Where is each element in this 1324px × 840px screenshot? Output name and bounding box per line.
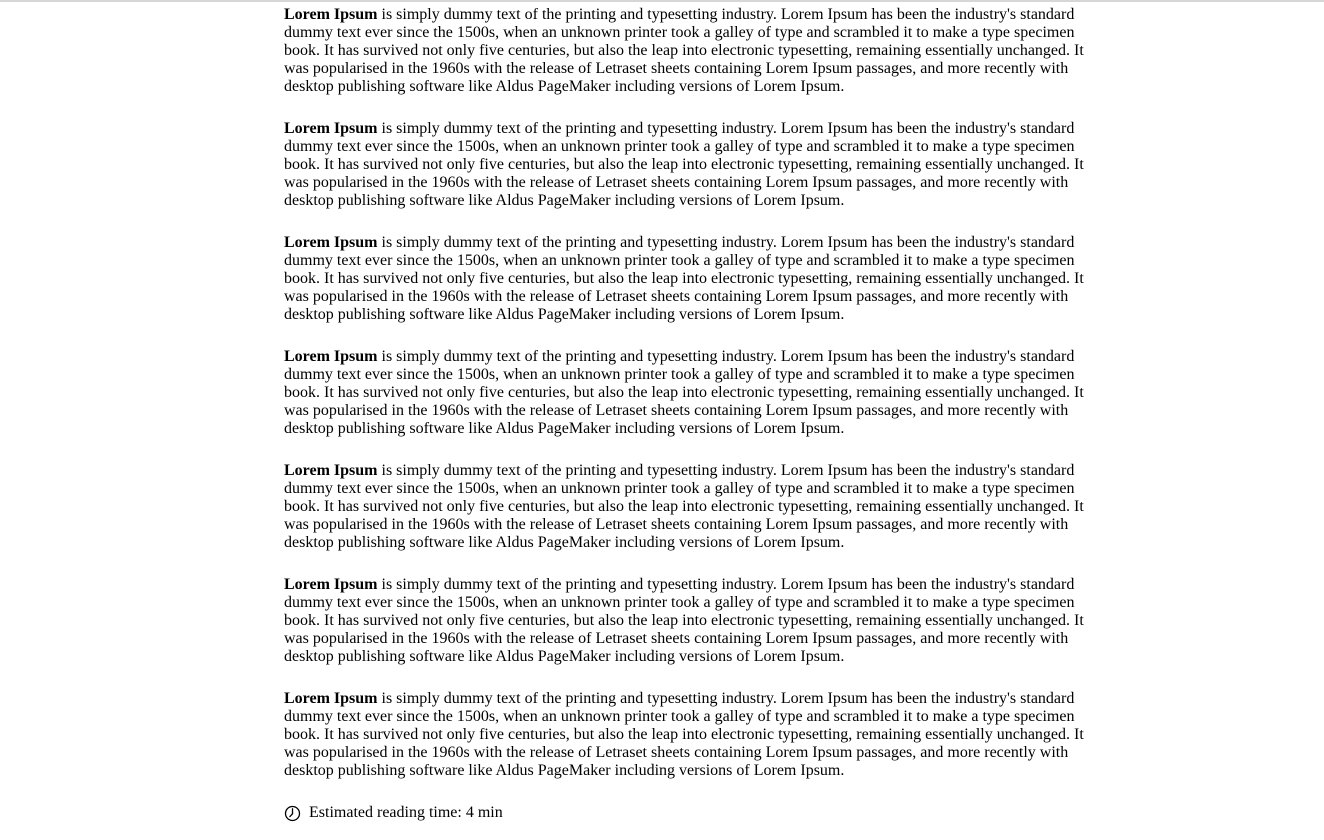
paragraph-body: is simply dummy text of the printing and typesetting industry. Lorem Ipsum has been the industry's standard dummy text ever since the 1500s, when an unknown printer took a galley of type and scrambled it to make a type specimen book. It has survived not only five centuries, but also the leap into electronic typesetting, remaining essentially unchanged. It was popularised in the 1960s with the release of Letraset sheets containing Lorem Ipsum passages, and more recently with desktop publishing software like Aldus PageMaker including versions of Lorem Ipsum. [284,348,1084,437]
paragraph [284,234,1084,324]
reading-time [284,804,1084,822]
paragraph-lead: Lorem Ipsum [284,234,378,251]
article-content [284,0,1084,822]
paragraph-lead: Lorem Ipsum [284,348,378,365]
paragraph [284,348,1084,438]
paragraph-lead: Lorem Ipsum [284,6,378,23]
paragraph-body: is simply dummy text of the printing and typesetting industry. Lorem Ipsum has been the industry's standard dummy text ever since the 1500s, when an unknown printer took a galley of type and scrambled it to make a type specimen book. It has survived not only five centuries, but also the leap into electronic typesetting, remaining essentially unchanged. It was popularised in the 1960s with the release of Letraset sheets containing Lorem Ipsum passages, and more recently with desktop publishing software like Aldus PageMaker including versions of Lorem Ipsum. [284,120,1084,209]
clock-icon [284,805,301,822]
paragraph-body: is simply dummy text of the printing and typesetting industry. Lorem Ipsum has been the industry's standard dummy text ever since the 1500s, when an unknown printer took a galley of type and scrambled it to make a type specimen book. It has survived not only five centuries, but also the leap into electronic typesetting, remaining essentially unchanged. It was popularised in the 1960s with the release of Letraset sheets containing Lorem Ipsum passages, and more recently with desktop publishing software like Aldus PageMaker including versions of Lorem Ipsum. [284,234,1084,323]
paragraph [284,6,1084,96]
paragraph [284,690,1084,780]
paragraph [284,576,1084,666]
paragraph-lead: Lorem Ipsum [284,690,378,707]
paragraph-lead: Lorem Ipsum [284,462,378,479]
paragraph-body: is simply dummy text of the printing and typesetting industry. Lorem Ipsum has been the industry's standard dummy text ever since the 1500s, when an unknown printer took a galley of type and scrambled it to make a type specimen book. It has survived not only five centuries, but also the leap into electronic typesetting, remaining essentially unchanged. It was popularised in the 1960s with the release of Letraset sheets containing Lorem Ipsum passages, and more recently with desktop publishing software like Aldus PageMaker including versions of Lorem Ipsum. [284,690,1084,779]
paragraph-lead: Lorem Ipsum [284,576,378,593]
paragraph-body: is simply dummy text of the printing and typesetting industry. Lorem Ipsum has been the industry's standard dummy text ever since the 1500s, when an unknown printer took a galley of type and scrambled it to make a type specimen book. It has survived not only five centuries, but also the leap into electronic typesetting, remaining essentially unchanged. It was popularised in the 1960s with the release of Letraset sheets containing Lorem Ipsum passages, and more recently with desktop publishing software like Aldus PageMaker including versions of Lorem Ipsum. [284,462,1084,551]
paragraph-body: is simply dummy text of the printing and typesetting industry. Lorem Ipsum has been the industry's standard dummy text ever since the 1500s, when an unknown printer took a galley of type and scrambled it to make a type specimen book. It has survived not only five centuries, but also the leap into electronic typesetting, remaining essentially unchanged. It was popularised in the 1960s with the release of Letraset sheets containing Lorem Ipsum passages, and more recently with desktop publishing software like Aldus PageMaker including versions of Lorem Ipsum. [284,576,1084,665]
paragraph-lead: Lorem Ipsum [284,120,378,137]
reading-time-label: Estimated reading time: 4 min [309,804,503,821]
page-top-divider [0,0,1324,2]
paragraph [284,462,1084,552]
paragraph [284,120,1084,210]
paragraph-body: is simply dummy text of the printing and typesetting industry. Lorem Ipsum has been the industry's standard dummy text ever since the 1500s, when an unknown printer took a galley of type and scrambled it to make a type specimen book. It has survived not only five centuries, but also the leap into electronic typesetting, remaining essentially unchanged. It was popularised in the 1960s with the release of Letraset sheets containing Lorem Ipsum passages, and more recently with desktop publishing software like Aldus PageMaker including versions of Lorem Ipsum. [284,6,1084,95]
